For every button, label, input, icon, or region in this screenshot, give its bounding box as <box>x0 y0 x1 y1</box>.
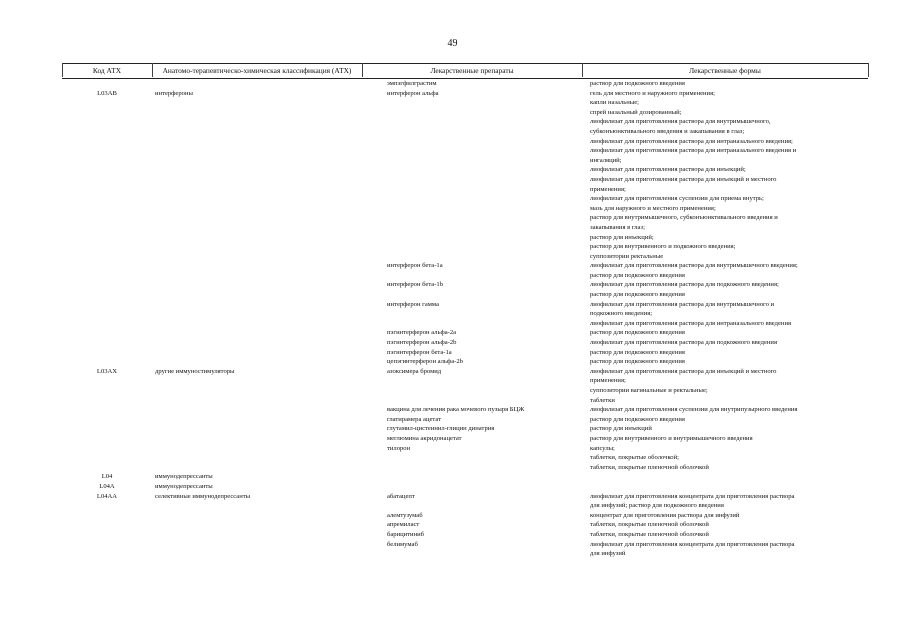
drug-name: интерферон альфа <box>387 89 439 97</box>
dosage-form: лиофилизат для приготовления раствора для интраназального введения <box>590 319 792 327</box>
dosage-form: спрей назальный дозированный; <box>590 108 682 116</box>
drug-name: пэгинтерферон бета-1a <box>387 348 452 356</box>
drug-name: абатацепт <box>387 492 415 500</box>
table-row <box>0 137 905 147</box>
dosage-form: раствор для подкожного введения <box>590 80 685 87</box>
table-row <box>0 520 905 530</box>
drug-name: белимумаб <box>387 540 418 548</box>
drug-name: вакцина для лечения рака мочевого пузыря БЦЖ <box>387 406 525 414</box>
drug-name: эмпэгфилграстим <box>387 80 437 87</box>
table-row <box>0 444 905 454</box>
atx-code: L04AA <box>96 492 118 500</box>
header-divider <box>868 63 869 77</box>
dosage-form: лиофилизат для приготовления суспензии для приема внутрь; <box>590 195 764 203</box>
drug-name: глатирамера ацетат <box>387 415 442 423</box>
dosage-form: лиофилизат для приготовления раствора для инъекций и местного <box>590 367 777 375</box>
header-classification: Анатомо-терапевтическо-химическая классификация (АТХ) <box>162 66 352 75</box>
drug-name: тилорон <box>387 444 411 452</box>
table-row <box>0 453 905 463</box>
table-row <box>0 386 905 396</box>
dosage-form: лиофилизат для приготовления раствора для подкожного введения <box>590 339 777 347</box>
drug-name: интерферон бета-1b <box>387 281 444 289</box>
dosage-form: раствор для внутримышечного, субконъюнктивального введения и <box>590 214 778 222</box>
table-row <box>0 549 905 559</box>
drug-name: интерферон гамма <box>387 300 439 308</box>
table-body <box>0 79 905 559</box>
table-row <box>0 492 905 502</box>
table-row <box>0 108 905 118</box>
atx-classification: другие иммуностимуляторы <box>155 367 235 375</box>
header-divider <box>152 63 153 77</box>
atx-code: L03AX <box>96 367 118 375</box>
drug-name: меглюмина акридонацетат <box>387 434 462 442</box>
dosage-form: раствор для инъекций; <box>590 233 654 241</box>
table-row <box>0 501 905 511</box>
atx-classification: селективные иммунодепрессанты <box>155 492 251 500</box>
dosage-form: таблетки, покрытые пленочной оболочкой <box>590 530 709 538</box>
atx-code: L04A <box>99 482 115 490</box>
dosage-form: раствор для подкожного введения <box>590 415 685 423</box>
table-row <box>0 424 905 434</box>
dosage-form: лиофилизат для приготовления раствора для внутримышечного и <box>590 300 775 308</box>
table-row <box>0 319 905 329</box>
table-row <box>0 300 905 310</box>
header-forms: Лекарственные формы <box>689 66 761 75</box>
dosage-form: раствор для подкожного введения <box>590 271 685 279</box>
table-row <box>0 252 905 262</box>
table-row <box>0 434 905 444</box>
dosage-form: раствор для подкожного введения <box>590 329 685 337</box>
dosage-form: субконъюнктивального введения и закапывания в глаз; <box>590 127 745 135</box>
dosage-form: применения; <box>590 185 626 193</box>
table-row <box>0 348 905 358</box>
table-row <box>0 290 905 300</box>
table-row <box>0 223 905 233</box>
table-row <box>0 280 905 290</box>
table-row <box>0 271 905 281</box>
dosage-form: лиофилизат для приготовления концентрата для приготовления раствора <box>590 492 795 500</box>
header-divider <box>362 63 363 77</box>
dosage-form: лиофилизат для приготовления раствора для внутримышечного, <box>590 118 771 126</box>
table-row <box>0 415 905 425</box>
table-row <box>0 79 905 89</box>
header-code: Код АТХ <box>92 66 122 75</box>
table-row <box>0 357 905 367</box>
table-row <box>0 405 905 415</box>
dosage-form: лиофилизат для приготовления раствора для интраназального введения; <box>590 137 793 145</box>
dosage-form: лиофилизат для приготовления раствора для интраназального введения и <box>590 147 797 155</box>
dosage-form: суппозитории вагинальные и ректальные; <box>590 387 708 394</box>
table-row <box>0 463 905 473</box>
table-row <box>0 117 905 127</box>
table-row <box>0 98 905 108</box>
dosage-form: таблетки, покрытые пленочной оболочкой <box>590 521 709 529</box>
table-row <box>0 175 905 185</box>
table-row <box>0 165 905 175</box>
dosage-form: раствор для подкожного введения <box>590 291 685 299</box>
dosage-form: ингаляций; <box>590 156 622 164</box>
table-row <box>0 482 905 492</box>
table-row <box>0 261 905 271</box>
dosage-form: лиофилизат для приготовления суспензии для внутрипузырного введения <box>590 406 798 414</box>
atx-code: L03AB <box>97 89 117 97</box>
dosage-form: раствор для инъекций <box>590 425 652 433</box>
drug-name: пэгинтерферон альфа-2b <box>387 339 457 347</box>
table-row <box>0 309 905 319</box>
table-row <box>0 540 905 550</box>
atx-classification: интерфероны <box>155 89 193 97</box>
header-divider <box>582 63 583 77</box>
table-row <box>0 194 905 204</box>
dosage-form: концентрат для приготовления раствора для инфузий <box>590 511 740 519</box>
dosage-form: для инфузий <box>590 550 626 558</box>
dosage-form: раствор для подкожного введения <box>590 348 685 356</box>
dosage-form: подкожного введения; <box>590 310 653 318</box>
table-row <box>0 213 905 223</box>
table-row <box>0 204 905 214</box>
drug-name: апремиласт <box>387 521 420 529</box>
dosage-form: раствор для внутривенного и подкожного введения; <box>590 243 736 251</box>
dosage-form: суппозитории ректальные <box>590 252 664 260</box>
dosage-form: таблетки, покрытые оболочкой; <box>590 454 679 462</box>
drug-name: глутамил-цистеинил-глицин динатрия <box>387 425 495 433</box>
table-row <box>0 185 905 195</box>
dosage-form: капсулы; <box>590 444 615 452</box>
page-number: 49 <box>447 38 458 49</box>
drug-name: цепэгинтерферон альфа-2b <box>387 358 463 366</box>
atx-classification: иммунодепрессанты <box>155 473 213 481</box>
table-row <box>0 156 905 166</box>
drug-name: алемтузумаб <box>387 511 423 519</box>
dosage-form: для инфузий; раствор для подкожного введения <box>590 502 724 510</box>
table-row <box>0 530 905 540</box>
dosage-form: таблетки <box>590 396 615 404</box>
dosage-form: раствор для внутривенного и внутримышечного введения <box>590 434 753 442</box>
header-drugs: Лекарственные препараты <box>430 66 514 75</box>
table-row <box>0 242 905 252</box>
dosage-form: применения; <box>590 377 626 385</box>
drug-name: барицитиниб <box>387 530 424 538</box>
header-divider <box>62 63 63 77</box>
atx-code: L04 <box>101 473 113 481</box>
table-row <box>0 89 905 99</box>
drug-name: пэгинтерферон альфа-2a <box>387 329 457 337</box>
drug-name: интерферон бета-1a <box>387 262 443 270</box>
table-row <box>0 367 905 377</box>
atx-classification: иммунодепрессанты <box>155 482 213 490</box>
dosage-form: лиофилизат для приготовления раствора для внутримышечного введения; <box>590 262 798 270</box>
table-row <box>0 328 905 338</box>
dosage-form: лиофилизат для приготовления раствора для подкожного введения; <box>590 281 779 289</box>
table-row <box>0 146 905 156</box>
dosage-form: капли назальные; <box>590 99 639 107</box>
table-header <box>62 63 868 79</box>
dosage-form: закапывания в глаз; <box>590 223 645 231</box>
dosage-form: лиофилизат для приготовления раствора для инъекций; <box>590 166 746 174</box>
dosage-form: гель для местного и наружного применения; <box>590 89 715 97</box>
dosage-form: лиофилизат для приготовления раствора для инъекций и местного <box>590 175 777 183</box>
dosage-form: таблетки, покрытые пленочной оболочкой <box>590 463 709 471</box>
table-row <box>0 511 905 521</box>
dosage-form: раствор для подкожного введения <box>590 358 685 366</box>
table-row <box>0 376 905 386</box>
table-row <box>0 396 905 406</box>
drug-name: азоксимера бромид <box>387 367 442 375</box>
table-row <box>0 472 905 482</box>
dosage-form: мазь для наружного и местного применения; <box>590 204 716 212</box>
table-row <box>0 338 905 348</box>
table-row <box>0 233 905 243</box>
table-row <box>0 127 905 137</box>
dosage-form: лиофилизат для приготовления концентрата для приготовления раствора <box>590 540 795 548</box>
